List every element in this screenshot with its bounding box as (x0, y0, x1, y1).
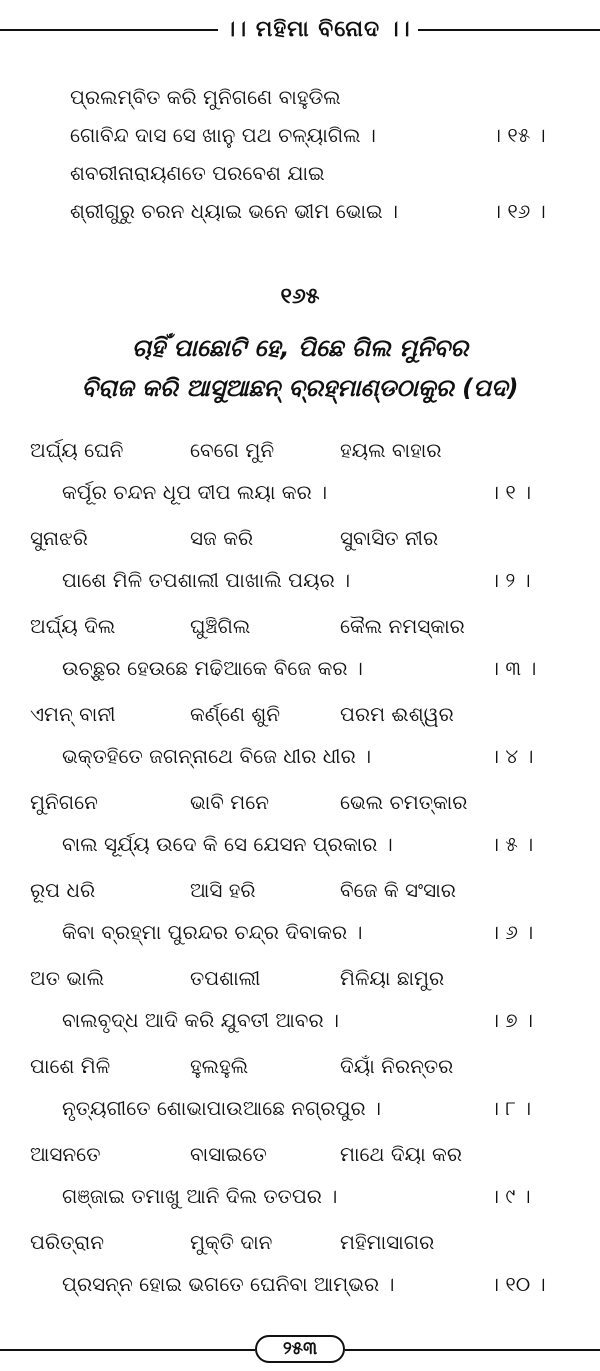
verse-phrase-b: ତପଶାଲୀ (190, 966, 261, 990)
verse-number: । ୧୦ । (490, 1272, 546, 1296)
verse-second-line: କିବା ବ୍ରହ୍ମା ପୁରନ୍ଦର ଚନ୍ଦ୍ର ଦିବାକର । (62, 920, 363, 944)
section-number: ୧୬୫ (280, 284, 320, 309)
intro-line: ପ୍ରଲମ୍ବିତ କରି ମୁନିଗଣେ ବାହୁଡିଲ (70, 85, 341, 109)
verse-second-line: ଭକ୍ତହିତେ ଜଗନ୍ନାଥେ ବିଜେ ଧୀର ଧୀର । (62, 744, 372, 768)
verse-second-line: ବାଲ ସୂର୍ଯ୍ୟ ଉଦେ କି ସେ ଯେସନ ପ୍ରକାର । (62, 832, 393, 856)
verse-phrase-b: ମୁକ୍ତି ଦାନ (190, 1230, 273, 1254)
page-footer (0, 1335, 600, 1365)
verse-phrase-c: କୈଲ ନମସ୍କାର (340, 614, 465, 638)
verse-number: । ୯ । (490, 1184, 531, 1208)
verse-phrase-c: ମହିମାସାଗର (340, 1230, 435, 1254)
verse-phrase-b: ହୁଲହୁଲି (190, 1054, 249, 1078)
verse-phrase-a: ପାଶେ ମିଳି (30, 1054, 111, 1078)
intro-line: ଶବରୀନାରାୟଣତେ ପରବେଶ ଯାଇ (70, 161, 325, 185)
intro-line: ଶ୍ରୀଗୁରୁ ଚରନ ଧ୍ୟାଇ ଭନେ ଭୀମ ଭୋଇ । (70, 199, 399, 223)
verse-second-line: ପ୍ରସନ୍ନ ହୋଇ ଭଗତେ ଘେନିବା ଆମ୍ଭର । (62, 1272, 395, 1296)
verse-number: । ୬ । (490, 920, 534, 944)
verse-phrase-b: ବାସାଇତେ (190, 1142, 267, 1166)
verse-phrase-a: ଅର୍ଘ୍ୟ ଘେନି (30, 438, 124, 462)
verse-phrase-a: ରୂପ ଧରି (30, 878, 96, 902)
verse-phrase-b: ଘୁଞ୍ଚିଗିଲ (190, 614, 251, 638)
header-rule-left (0, 29, 218, 31)
page-number: ୨୫୩ (255, 1335, 345, 1363)
verse-phrase-a: ଏମନ୍ ବାନୀ (30, 702, 116, 726)
verse-phrase-a: ଆସନତେ (30, 1142, 101, 1166)
verse-number: । ୩ । (490, 656, 537, 680)
verse-number: । ୫ । (490, 832, 534, 856)
verse-second-line: ବାଲବୃଦ୍ଧ ଆଦି କରି ଯୁବତୀ ଆବର । (62, 1008, 339, 1032)
verse-phrase-a: ସୁନାଝରି (30, 526, 88, 550)
verse-phrase-c: ମାଥେ ଦିୟା କର (340, 1142, 462, 1166)
intro-line-number: । ୧୫ । (492, 123, 546, 147)
verse-phrase-c: ବିଜେ କି ସଂସାର (340, 878, 456, 902)
verse-number: । ୮ । (490, 1096, 532, 1120)
verse-phrase-a: ପରିତ୍ରାନ (30, 1230, 105, 1254)
footer-rule-right (345, 1349, 600, 1351)
header-rule-right (418, 29, 600, 31)
verse-phrase-c: ସୁବାସିତ ନୀର (340, 526, 439, 550)
verse-second-line: ପାଶେ ମିଳି ତପଶାଲୀ ପାଖାଲି ପୟର । (62, 568, 351, 592)
verse-second-line: ଗଞ୍ଜାଇ ତମାଖୁ ଆନି ଦିଲ ତତପର । (62, 1184, 338, 1208)
verse-phrase-b: ସଜ କରି (190, 526, 254, 550)
verse-phrase-b: କର୍ଣ୍ଣେ ଶୁନି (190, 702, 281, 726)
verse-phrase-c: ଦିୟାଁ ନିରନ୍ତର (340, 1054, 454, 1078)
verse-phrase-c: ହୟଲ ବାହାର (340, 438, 442, 462)
verse-phrase-b: ଭାବି ମନେ (190, 790, 270, 814)
intro-line-number: । ୧୬ । (492, 199, 546, 223)
verse-phrase-a: ମୁନିଗନେ (30, 790, 98, 814)
running-header (0, 10, 600, 50)
verse-phrase-c: ପରମ ଈଶ୍ୱର (340, 702, 454, 726)
verse-second-line: ଉଚ୍ଛୁର ହେଉଛେ ମଢିଆକେ ବିଜେ କର । (62, 656, 363, 680)
section-heading-line-1: ଚାହିଁ ପାଛୋଟି ହେ, ପିଛେ ଗିଲ ମୁନିବର (131, 334, 469, 362)
verse-phrase-a: ଅତ ଭାଲି (30, 966, 105, 990)
verse-second-line: ନୃତ୍ୟଗୀତେ ଶୋଭାପାଉଆଛେ ନଗ୍ରପୁର । (62, 1096, 382, 1120)
verse-phrase-c: ଭେଲ ଚମତ୍କାର (340, 790, 468, 814)
verse-number: । ୭ । (490, 1008, 533, 1032)
book-title: ।। ମହିମା ବିନୋଦ ।। (225, 17, 411, 42)
verse-phrase-c: ମିଳିୟା ଛାମୁର (340, 966, 445, 990)
intro-line: ଗୋବିନ୍ଦ ଦାସ ସେ ଖାନୁ ପଥ ଚଳ୍ୟାଗିଲ । (70, 123, 376, 147)
verse-phrase-b: ବେଗେ ମୁନି (190, 438, 275, 462)
footer-rule-left (0, 1349, 255, 1351)
verse-second-line: କର୍ପୂର ଚନ୍ଦନ ଧୂପ ଦୀପ ଲୟା କର । (62, 480, 328, 504)
verse-number: । ୧ । (490, 480, 532, 504)
section-heading-line-2: ବିରାଜ କରି ଆସୁଆଛନ୍ ବ୍ରହ୍ମାଣ୍ଡଠାକୁର (ପଦ) (81, 374, 519, 402)
verse-phrase-a: ଅର୍ଘ୍ୟ ଦିଲ (30, 614, 116, 638)
verse-number: । ୪ । (490, 744, 534, 768)
verse-number: । ୨ । (490, 568, 531, 592)
verse-phrase-b: ଆସି ହରି (190, 878, 256, 902)
